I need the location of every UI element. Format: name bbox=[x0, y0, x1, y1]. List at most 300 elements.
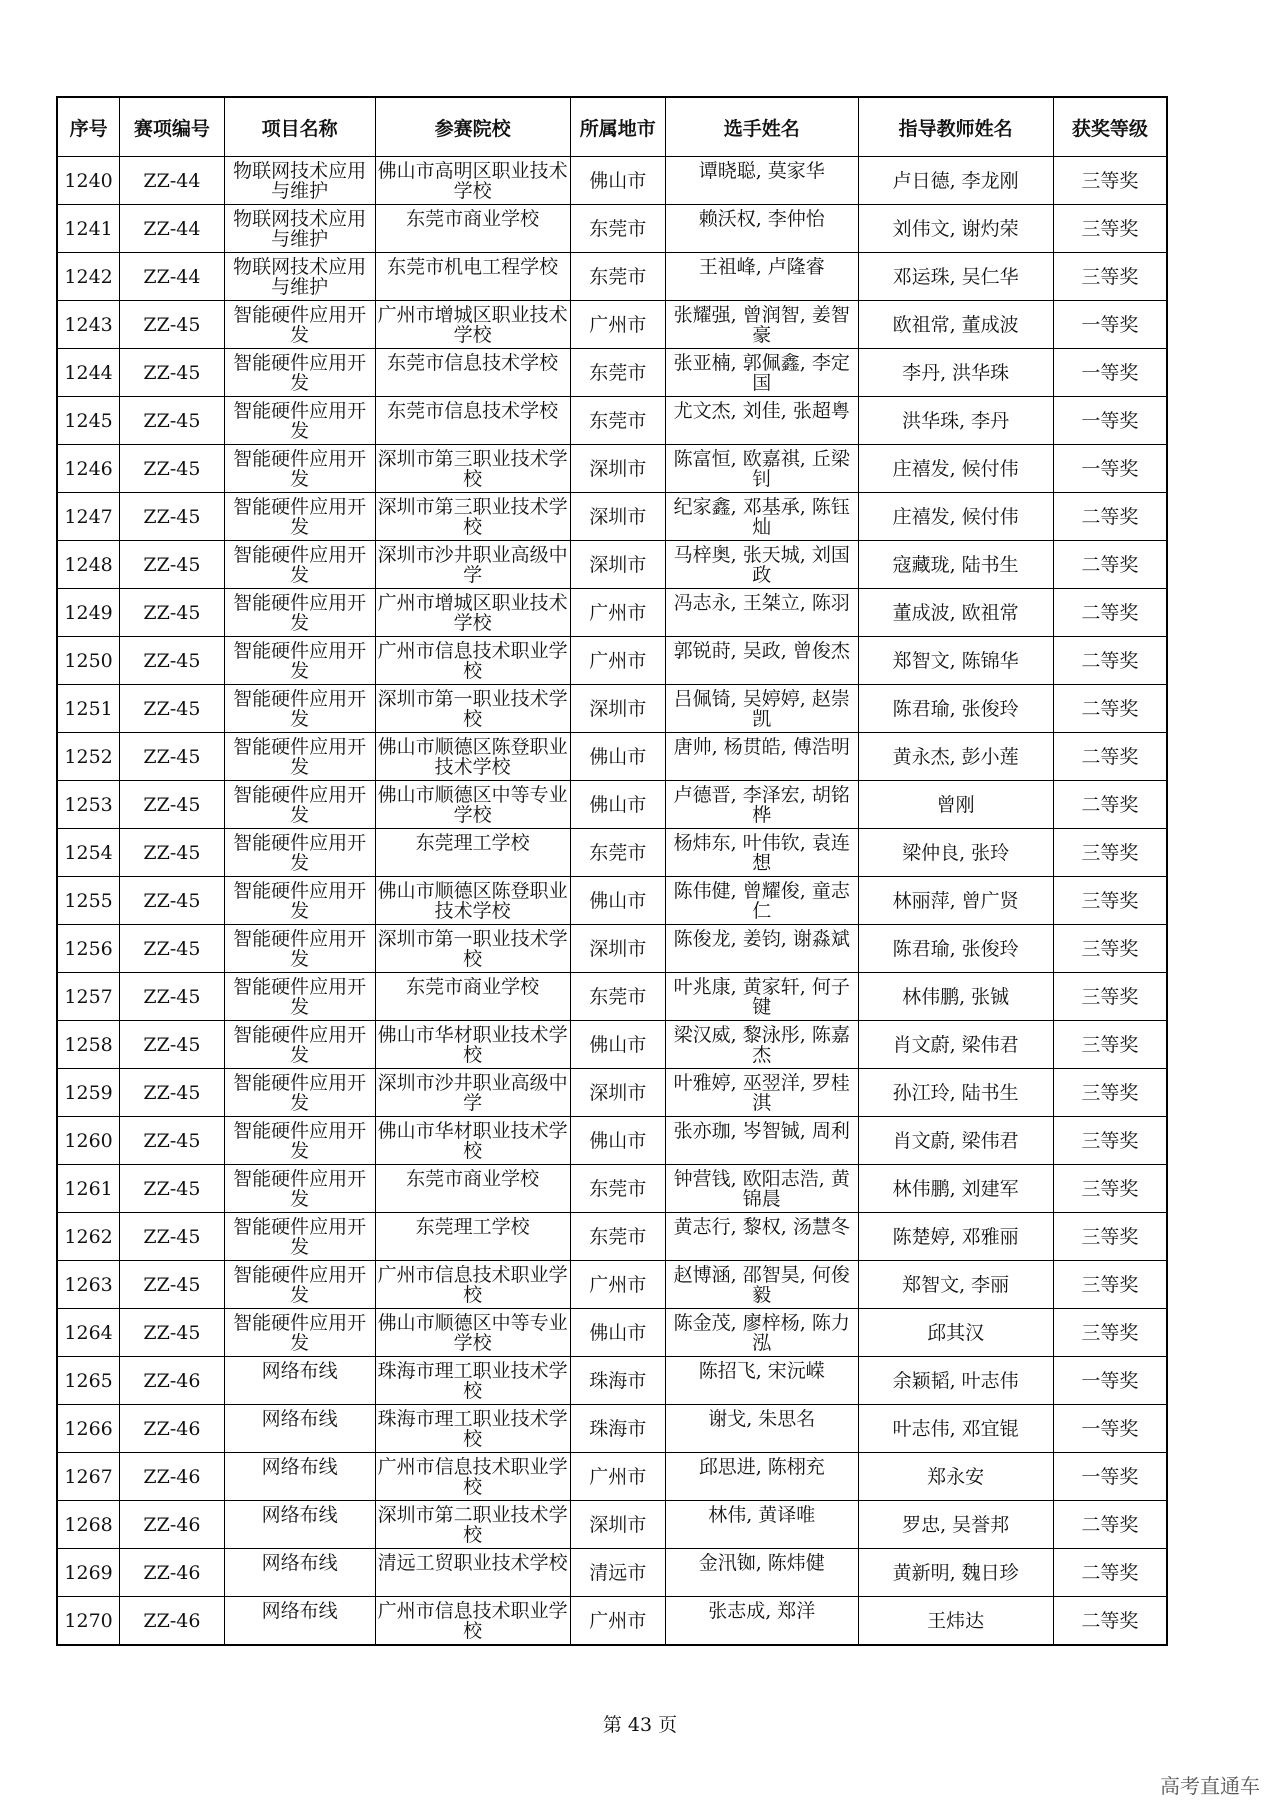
serial-cell: 1241 bbox=[57, 205, 120, 253]
award-level-cell: 三等奖 bbox=[1053, 205, 1167, 253]
table-row bbox=[57, 685, 1167, 733]
project-name-text: 智能硬件应用开发 bbox=[233, 976, 367, 1017]
project-name-text: 智能硬件应用开发 bbox=[233, 1024, 367, 1065]
instructors-cell: 陈君瑜, 张俊玲 bbox=[858, 685, 1053, 733]
contestants-text: 林伟, 黄译唯 bbox=[708, 1504, 816, 1526]
award-level-cell: 三等奖 bbox=[1053, 925, 1167, 973]
school-text: 深圳市第一职业技术学校 bbox=[377, 688, 568, 729]
contestants-text: 陈伟健, 曾耀俊, 童志仁 bbox=[673, 880, 850, 921]
award-level-cell: 二等奖 bbox=[1053, 781, 1167, 829]
table-row bbox=[57, 733, 1167, 781]
school-text: 清远工贸职业技术学校 bbox=[377, 1552, 568, 1574]
column-header: 所属地市 bbox=[570, 97, 665, 157]
table-row bbox=[57, 1213, 1167, 1261]
contestants-cell bbox=[665, 445, 858, 493]
project-name-cell bbox=[224, 685, 375, 733]
award-level-cell: 三等奖 bbox=[1053, 877, 1167, 925]
page-number: 第 43 页 bbox=[602, 1714, 678, 1736]
city-cell: 佛山市 bbox=[570, 1117, 665, 1165]
event-code-cell: ZZ-45 bbox=[120, 637, 224, 685]
contestants-text: 钟营钱, 欧阳志浩, 黄锦晨 bbox=[673, 1168, 850, 1209]
contestants-cell bbox=[665, 1501, 858, 1549]
school-text: 佛山市高明区职业技术学校 bbox=[377, 160, 568, 201]
project-name-cell bbox=[224, 349, 375, 397]
project-name-text: 物联网技术应用与维护 bbox=[233, 208, 367, 249]
project-name-text: 物联网技术应用与维护 bbox=[233, 256, 367, 297]
awards-table bbox=[56, 96, 1168, 1646]
table-row bbox=[57, 637, 1167, 685]
contestants-cell bbox=[665, 637, 858, 685]
event-code-cell: ZZ-45 bbox=[120, 1165, 224, 1213]
column-header: 赛项编号 bbox=[120, 97, 224, 157]
table-row bbox=[57, 1069, 1167, 1117]
table-row bbox=[57, 877, 1167, 925]
school-cell bbox=[375, 685, 570, 733]
serial-cell: 1259 bbox=[57, 1069, 120, 1117]
table-row bbox=[57, 781, 1167, 829]
table-row bbox=[57, 1261, 1167, 1309]
city-cell: 东莞市 bbox=[570, 1213, 665, 1261]
school-text: 广州市信息技术职业学校 bbox=[377, 640, 568, 681]
project-name-cell bbox=[224, 1405, 375, 1453]
column-header: 指导教师姓名 bbox=[858, 97, 1053, 157]
contestants-cell bbox=[665, 1453, 858, 1501]
table-row bbox=[57, 1453, 1167, 1501]
instructors-cell: 陈君瑜, 张俊玲 bbox=[858, 925, 1053, 973]
school-text: 广州市信息技术职业学校 bbox=[377, 1264, 568, 1305]
serial-cell: 1264 bbox=[57, 1309, 120, 1357]
school-text: 佛山市顺德区中等专业学校 bbox=[377, 1312, 568, 1353]
column-header: 序号 bbox=[57, 97, 120, 157]
contestants-cell bbox=[665, 1117, 858, 1165]
city-cell: 广州市 bbox=[570, 589, 665, 637]
award-level-cell: 二等奖 bbox=[1053, 1597, 1167, 1646]
table-row bbox=[57, 493, 1167, 541]
project-name-text: 网络布线 bbox=[261, 1408, 338, 1430]
school-text: 珠海市理工职业技术学校 bbox=[377, 1360, 568, 1401]
project-name-text: 网络布线 bbox=[261, 1600, 338, 1622]
city-cell: 深圳市 bbox=[570, 1069, 665, 1117]
award-level-cell: 三等奖 bbox=[1053, 157, 1167, 205]
contestants-cell bbox=[665, 1357, 858, 1405]
contestants-text: 张亦珈, 岑智铖, 周利 bbox=[673, 1120, 850, 1142]
contestants-cell bbox=[665, 1309, 858, 1357]
city-cell: 东莞市 bbox=[570, 349, 665, 397]
serial-cell: 1253 bbox=[57, 781, 120, 829]
award-level-cell: 二等奖 bbox=[1053, 589, 1167, 637]
project-name-cell bbox=[224, 1309, 375, 1357]
contestants-cell bbox=[665, 349, 858, 397]
school-text: 深圳市第二职业技术学校 bbox=[377, 1504, 568, 1545]
contestants-text: 谢戈, 朱思名 bbox=[708, 1408, 816, 1430]
school-cell bbox=[375, 157, 570, 205]
contestants-text: 陈金茂, 廖梓杨, 陈力泓 bbox=[673, 1312, 850, 1353]
city-cell: 广州市 bbox=[570, 1453, 665, 1501]
event-code-cell: ZZ-44 bbox=[120, 157, 224, 205]
contestants-cell bbox=[665, 1069, 858, 1117]
project-name-cell bbox=[224, 157, 375, 205]
award-level-cell: 三等奖 bbox=[1053, 1213, 1167, 1261]
instructors-cell: 梁仲良, 张玲 bbox=[858, 829, 1053, 877]
city-cell: 深圳市 bbox=[570, 925, 665, 973]
serial-cell: 1260 bbox=[57, 1117, 120, 1165]
contestants-cell bbox=[665, 781, 858, 829]
award-level-cell: 一等奖 bbox=[1053, 397, 1167, 445]
table-row bbox=[57, 541, 1167, 589]
instructors-cell: 黄新明, 魏日珍 bbox=[858, 1549, 1053, 1597]
instructors-cell: 刘伟文, 谢灼荣 bbox=[858, 205, 1053, 253]
school-cell bbox=[375, 1261, 570, 1309]
contestants-cell bbox=[665, 1549, 858, 1597]
instructors-cell: 肖文蔚, 梁伟君 bbox=[858, 1021, 1053, 1069]
contestants-cell bbox=[665, 205, 858, 253]
school-text: 佛山市华材职业技术学校 bbox=[377, 1120, 568, 1161]
instructors-cell: 林伟鹏, 刘建军 bbox=[858, 1165, 1053, 1213]
project-name-text: 智能硬件应用开发 bbox=[233, 496, 367, 537]
serial-cell: 1267 bbox=[57, 1453, 120, 1501]
school-cell bbox=[375, 1357, 570, 1405]
award-level-cell: 一等奖 bbox=[1053, 1453, 1167, 1501]
table-row bbox=[57, 301, 1167, 349]
serial-cell: 1257 bbox=[57, 973, 120, 1021]
school-cell bbox=[375, 349, 570, 397]
school-cell bbox=[375, 829, 570, 877]
event-code-cell: ZZ-46 bbox=[120, 1549, 224, 1597]
column-header: 获奖等级 bbox=[1053, 97, 1167, 157]
award-level-cell: 二等奖 bbox=[1053, 733, 1167, 781]
instructors-cell: 李丹, 洪华珠 bbox=[858, 349, 1053, 397]
contestants-cell bbox=[665, 925, 858, 973]
serial-cell: 1244 bbox=[57, 349, 120, 397]
city-cell: 佛山市 bbox=[570, 733, 665, 781]
city-cell: 广州市 bbox=[570, 1597, 665, 1646]
project-name-text: 智能硬件应用开发 bbox=[233, 592, 367, 633]
school-text: 佛山市顺德区陈登职业技术学校 bbox=[377, 880, 568, 921]
contestants-text: 陈俊龙, 姜钧, 谢淼斌 bbox=[673, 928, 850, 950]
school-text: 深圳市沙井职业高级中学 bbox=[377, 544, 568, 585]
contestants-text: 卢德晋, 李泽宏, 胡铭桦 bbox=[673, 784, 850, 825]
project-name-cell bbox=[224, 397, 375, 445]
table-row bbox=[57, 589, 1167, 637]
project-name-text: 智能硬件应用开发 bbox=[233, 640, 367, 681]
city-cell: 东莞市 bbox=[570, 973, 665, 1021]
table-row bbox=[57, 1117, 1167, 1165]
project-name-text: 智能硬件应用开发 bbox=[233, 832, 367, 873]
serial-cell: 1243 bbox=[57, 301, 120, 349]
instructors-cell: 寇藏珑, 陆书生 bbox=[858, 541, 1053, 589]
serial-cell: 1258 bbox=[57, 1021, 120, 1069]
event-code-cell: ZZ-45 bbox=[120, 685, 224, 733]
instructors-cell: 陈楚婷, 邓雅丽 bbox=[858, 1213, 1053, 1261]
contestants-text: 张志成, 郑洋 bbox=[708, 1600, 816, 1622]
city-cell: 东莞市 bbox=[570, 829, 665, 877]
event-code-cell: ZZ-45 bbox=[120, 973, 224, 1021]
award-level-cell: 三等奖 bbox=[1053, 253, 1167, 301]
school-text: 佛山市华材职业技术学校 bbox=[377, 1024, 568, 1065]
contestants-text: 陈招飞, 宋沅嵘 bbox=[698, 1360, 825, 1382]
contestants-text: 叶雅婷, 巫翌洋, 罗桂淇 bbox=[673, 1072, 850, 1113]
event-code-cell: ZZ-45 bbox=[120, 397, 224, 445]
serial-cell: 1256 bbox=[57, 925, 120, 973]
event-code-cell: ZZ-44 bbox=[120, 205, 224, 253]
instructors-cell: 王炜达 bbox=[858, 1597, 1053, 1646]
event-code-cell: ZZ-45 bbox=[120, 301, 224, 349]
city-cell: 佛山市 bbox=[570, 1021, 665, 1069]
school-cell bbox=[375, 637, 570, 685]
project-name-text: 智能硬件应用开发 bbox=[233, 544, 367, 585]
project-name-text: 智能硬件应用开发 bbox=[233, 400, 367, 441]
instructors-cell: 欧祖常, 董成波 bbox=[858, 301, 1053, 349]
table-row bbox=[57, 1405, 1167, 1453]
project-name-cell bbox=[224, 1453, 375, 1501]
event-code-cell: ZZ-46 bbox=[120, 1357, 224, 1405]
award-level-cell: 二等奖 bbox=[1053, 1501, 1167, 1549]
project-name-cell bbox=[224, 541, 375, 589]
project-name-cell bbox=[224, 637, 375, 685]
school-cell bbox=[375, 1309, 570, 1357]
table-row bbox=[57, 1021, 1167, 1069]
project-name-text: 智能硬件应用开发 bbox=[233, 928, 367, 969]
project-name-cell bbox=[224, 1501, 375, 1549]
contestants-text: 马梓奥, 张天城, 刘国政 bbox=[673, 544, 850, 585]
award-level-cell: 三等奖 bbox=[1053, 1117, 1167, 1165]
city-cell: 广州市 bbox=[570, 1261, 665, 1309]
table-row bbox=[57, 205, 1167, 253]
table-header-row bbox=[57, 97, 1167, 157]
city-cell: 深圳市 bbox=[570, 493, 665, 541]
city-cell: 深圳市 bbox=[570, 685, 665, 733]
school-cell bbox=[375, 781, 570, 829]
serial-cell: 1263 bbox=[57, 1261, 120, 1309]
project-name-cell bbox=[224, 1117, 375, 1165]
contestants-cell bbox=[665, 493, 858, 541]
project-name-cell bbox=[224, 493, 375, 541]
award-level-cell: 一等奖 bbox=[1053, 1357, 1167, 1405]
project-name-text: 智能硬件应用开发 bbox=[233, 304, 367, 345]
event-code-cell: ZZ-45 bbox=[120, 1309, 224, 1357]
project-name-cell bbox=[224, 1549, 375, 1597]
instructors-cell: 邓运珠, 吴仁华 bbox=[858, 253, 1053, 301]
school-cell bbox=[375, 1549, 570, 1597]
school-cell bbox=[375, 877, 570, 925]
city-cell: 佛山市 bbox=[570, 157, 665, 205]
award-level-cell: 一等奖 bbox=[1053, 1405, 1167, 1453]
school-text: 佛山市顺德区陈登职业技术学校 bbox=[377, 736, 568, 777]
contestants-text: 赵博涵, 邵智昊, 何俊毅 bbox=[673, 1264, 850, 1305]
instructors-cell: 叶志伟, 邓宜锟 bbox=[858, 1405, 1053, 1453]
table-row bbox=[57, 397, 1167, 445]
contestants-text: 谭晓聪, 莫家华 bbox=[698, 160, 825, 182]
event-code-cell: ZZ-45 bbox=[120, 781, 224, 829]
contestants-cell bbox=[665, 733, 858, 781]
city-cell: 东莞市 bbox=[570, 253, 665, 301]
instructors-cell: 董成波, 欧祖常 bbox=[858, 589, 1053, 637]
serial-cell: 1250 bbox=[57, 637, 120, 685]
school-text: 广州市增城区职业技术学校 bbox=[377, 304, 568, 345]
table-body bbox=[57, 157, 1167, 1646]
serial-cell: 1270 bbox=[57, 1597, 120, 1646]
project-name-text: 智能硬件应用开发 bbox=[233, 448, 367, 489]
city-cell: 珠海市 bbox=[570, 1405, 665, 1453]
school-text: 东莞市商业学校 bbox=[406, 208, 540, 230]
school-text: 深圳市第一职业技术学校 bbox=[377, 928, 568, 969]
school-cell bbox=[375, 1501, 570, 1549]
project-name-text: 智能硬件应用开发 bbox=[233, 1216, 367, 1257]
serial-cell: 1248 bbox=[57, 541, 120, 589]
project-name-cell bbox=[224, 1357, 375, 1405]
school-cell bbox=[375, 493, 570, 541]
instructors-cell: 郑永安 bbox=[858, 1453, 1053, 1501]
award-level-cell: 三等奖 bbox=[1053, 1021, 1167, 1069]
serial-cell: 1261 bbox=[57, 1165, 120, 1213]
serial-cell: 1249 bbox=[57, 589, 120, 637]
award-level-cell: 二等奖 bbox=[1053, 637, 1167, 685]
school-text: 东莞市信息技术学校 bbox=[387, 400, 559, 422]
award-level-cell: 一等奖 bbox=[1053, 301, 1167, 349]
school-text: 深圳市第三职业技术学校 bbox=[377, 448, 568, 489]
serial-cell: 1246 bbox=[57, 445, 120, 493]
serial-cell: 1251 bbox=[57, 685, 120, 733]
city-cell: 清远市 bbox=[570, 1549, 665, 1597]
school-cell bbox=[375, 1453, 570, 1501]
serial-cell: 1245 bbox=[57, 397, 120, 445]
table-row bbox=[57, 253, 1167, 301]
award-level-cell: 二等奖 bbox=[1053, 493, 1167, 541]
event-code-cell: ZZ-45 bbox=[120, 349, 224, 397]
instructors-cell: 罗忠, 吴誉邦 bbox=[858, 1501, 1053, 1549]
contestants-cell bbox=[665, 973, 858, 1021]
city-cell: 佛山市 bbox=[570, 877, 665, 925]
serial-cell: 1266 bbox=[57, 1405, 120, 1453]
event-code-cell: ZZ-45 bbox=[120, 1213, 224, 1261]
project-name-text: 智能硬件应用开发 bbox=[233, 736, 367, 777]
award-level-cell: 三等奖 bbox=[1053, 1309, 1167, 1357]
contestants-text: 纪家鑫, 邓基承, 陈钰灿 bbox=[673, 496, 850, 537]
contestants-cell bbox=[665, 301, 858, 349]
table-row bbox=[57, 1501, 1167, 1549]
instructors-cell: 庄禧发, 候付伟 bbox=[858, 445, 1053, 493]
contestants-cell bbox=[665, 1261, 858, 1309]
event-code-cell: ZZ-45 bbox=[120, 877, 224, 925]
column-header: 项目名称 bbox=[224, 97, 375, 157]
instructors-cell: 肖文蔚, 梁伟君 bbox=[858, 1117, 1053, 1165]
project-name-cell bbox=[224, 301, 375, 349]
school-cell bbox=[375, 541, 570, 589]
contestants-cell bbox=[665, 1165, 858, 1213]
award-level-cell: 二等奖 bbox=[1053, 685, 1167, 733]
serial-cell: 1268 bbox=[57, 1501, 120, 1549]
project-name-cell bbox=[224, 205, 375, 253]
project-name-text: 智能硬件应用开发 bbox=[233, 880, 367, 921]
table-row bbox=[57, 1309, 1167, 1357]
award-level-cell: 三等奖 bbox=[1053, 1261, 1167, 1309]
watermark: 高考直通车 bbox=[1160, 1774, 1260, 1798]
award-level-cell: 三等奖 bbox=[1053, 1069, 1167, 1117]
contestants-text: 张亚楠, 郭佩鑫, 李定国 bbox=[673, 352, 850, 393]
table-row bbox=[57, 1357, 1167, 1405]
serial-cell: 1262 bbox=[57, 1213, 120, 1261]
school-text: 东莞市商业学校 bbox=[406, 976, 540, 998]
event-code-cell: ZZ-45 bbox=[120, 733, 224, 781]
contestants-text: 金汛铷, 陈炜健 bbox=[698, 1552, 825, 1574]
project-name-cell bbox=[224, 925, 375, 973]
column-header: 选手姓名 bbox=[665, 97, 858, 157]
project-name-cell bbox=[224, 973, 375, 1021]
school-text: 深圳市第三职业技术学校 bbox=[377, 496, 568, 537]
instructors-cell: 卢日德, 李龙刚 bbox=[858, 157, 1053, 205]
project-name-text: 智能硬件应用开发 bbox=[233, 352, 367, 393]
instructors-cell: 洪华珠, 李丹 bbox=[858, 397, 1053, 445]
school-cell bbox=[375, 397, 570, 445]
contestants-cell bbox=[665, 589, 858, 637]
serial-cell: 1254 bbox=[57, 829, 120, 877]
school-cell bbox=[375, 1597, 570, 1646]
award-level-cell: 三等奖 bbox=[1053, 973, 1167, 1021]
contestants-cell bbox=[665, 541, 858, 589]
contestants-text: 吕佩锜, 吴婷婷, 赵崇凯 bbox=[673, 688, 850, 729]
contestants-cell bbox=[665, 397, 858, 445]
school-text: 佛山市顺德区中等专业学校 bbox=[377, 784, 568, 825]
school-cell bbox=[375, 733, 570, 781]
table-row bbox=[57, 829, 1167, 877]
contestants-text: 冯志永, 王桀立, 陈羽 bbox=[673, 592, 850, 614]
project-name-cell bbox=[224, 589, 375, 637]
school-cell bbox=[375, 301, 570, 349]
city-cell: 佛山市 bbox=[570, 1309, 665, 1357]
event-code-cell: ZZ-45 bbox=[120, 445, 224, 493]
city-cell: 东莞市 bbox=[570, 205, 665, 253]
project-name-text: 智能硬件应用开发 bbox=[233, 1264, 367, 1305]
event-code-cell: ZZ-46 bbox=[120, 1405, 224, 1453]
school-cell bbox=[375, 253, 570, 301]
contestants-cell bbox=[665, 1021, 858, 1069]
instructors-cell: 庄禧发, 候付伟 bbox=[858, 493, 1053, 541]
event-code-cell: ZZ-45 bbox=[120, 1021, 224, 1069]
table-row bbox=[57, 925, 1167, 973]
contestants-text: 梁汉威, 黎泳彤, 陈嘉杰 bbox=[673, 1024, 850, 1065]
school-cell bbox=[375, 1021, 570, 1069]
school-cell bbox=[375, 925, 570, 973]
contestants-text: 尤文杰, 刘佳, 张超粤 bbox=[673, 400, 850, 422]
school-text: 深圳市沙井职业高级中学 bbox=[377, 1072, 568, 1113]
school-text: 东莞市信息技术学校 bbox=[387, 352, 559, 374]
project-name-text: 智能硬件应用开发 bbox=[233, 1120, 367, 1161]
school-cell bbox=[375, 1165, 570, 1213]
table-row bbox=[57, 445, 1167, 493]
column-header: 参赛院校 bbox=[375, 97, 570, 157]
instructors-cell: 郑智文, 陈锦华 bbox=[858, 637, 1053, 685]
project-name-cell bbox=[224, 829, 375, 877]
contestants-cell bbox=[665, 829, 858, 877]
project-name-cell bbox=[224, 877, 375, 925]
school-cell bbox=[375, 1069, 570, 1117]
school-cell bbox=[375, 1213, 570, 1261]
project-name-cell bbox=[224, 1069, 375, 1117]
event-code-cell: ZZ-45 bbox=[120, 493, 224, 541]
table-row bbox=[57, 973, 1167, 1021]
school-text: 东莞理工学校 bbox=[415, 832, 530, 854]
city-cell: 佛山市 bbox=[570, 781, 665, 829]
project-name-cell bbox=[224, 733, 375, 781]
event-code-cell: ZZ-45 bbox=[120, 589, 224, 637]
instructors-cell: 林丽萍, 曾广贤 bbox=[858, 877, 1053, 925]
table-row bbox=[57, 349, 1167, 397]
instructors-cell: 黄永杰, 彭小莲 bbox=[858, 733, 1053, 781]
city-cell: 深圳市 bbox=[570, 1501, 665, 1549]
award-level-cell: 三等奖 bbox=[1053, 829, 1167, 877]
city-cell: 深圳市 bbox=[570, 445, 665, 493]
event-code-cell: ZZ-45 bbox=[120, 541, 224, 589]
